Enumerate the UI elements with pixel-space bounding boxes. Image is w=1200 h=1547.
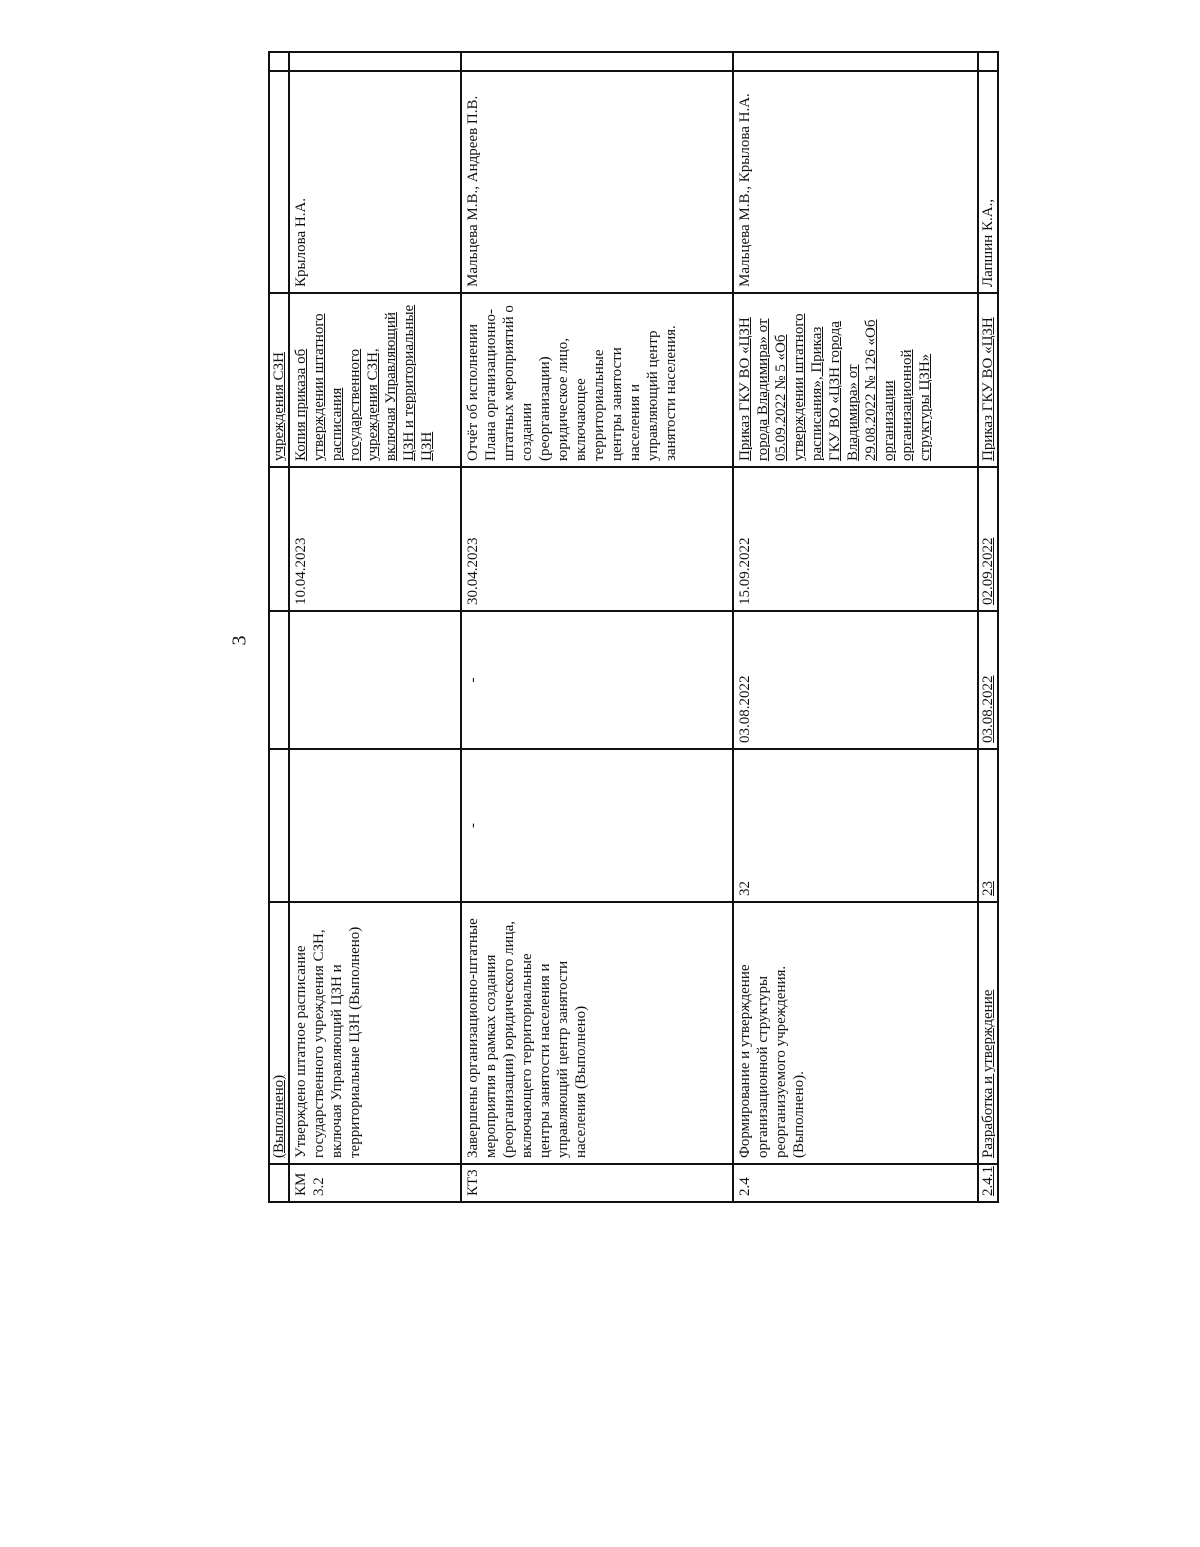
task-name: Разработка и утверждение xyxy=(978,902,998,1164)
task-name: Утверждено штатное расписание государственного учреждения СЗН, включая Управляющий ЦЗН и территориальные ЦЗН (Выполнено) xyxy=(289,902,461,1164)
task-name: (Выполнено) xyxy=(269,902,289,1164)
table-row xyxy=(269,52,289,1202)
result-document: учреждения СЗН xyxy=(269,293,289,467)
result-document: Копия приказа об утверждении штатного расписания государственного учреждения СЗН, включая Управляющий ЦЗН и территориальные ЦЗН xyxy=(289,293,461,467)
duration-cell xyxy=(289,749,461,902)
start-date-cell xyxy=(269,611,289,749)
responsible-person: Мальцева М.В., Крылова Н.А. xyxy=(733,71,978,293)
row-number: КМ 3.2 xyxy=(289,1164,461,1202)
result-document: Приказ ГКУ ВО «ЦЗН xyxy=(978,293,998,467)
responsible-person: Крылова Н.А. xyxy=(289,71,461,293)
end-date-cell: 10.04.2023 xyxy=(289,467,461,611)
row-number: 2.4 xyxy=(733,1164,978,1202)
spare-cell xyxy=(269,52,289,71)
responsible-person: Мальцева М.В., Андреев П.В. xyxy=(461,71,733,293)
spare-cell xyxy=(978,52,998,71)
end-date-cell: 15.09.2022 xyxy=(733,467,978,611)
duration-cell: 32 xyxy=(733,749,978,902)
table-row xyxy=(289,52,461,1202)
row-number xyxy=(269,1164,289,1202)
task-name: Завершены организационно-штатные мероприятия в рамках создания (реорганизации) юридического лица, включающего территориальные центры занятости населения и управляющий центр занятости населения (Выполнено) xyxy=(461,902,733,1164)
row-number: КТ3 xyxy=(461,1164,733,1202)
table-row xyxy=(978,52,998,1202)
result-document: Отчёт об исполнении Плана организационно-штатных мероприятий о создании (реорганизации) юридическое лицо, включающее территориальные центры занятости населения и управляющий центр занятости населения. xyxy=(461,293,733,467)
start-date-cell: 03.08.2022 xyxy=(733,611,978,749)
spare-cell xyxy=(733,52,978,71)
responsible-person: Лапшин К.А., xyxy=(978,71,998,293)
end-date-cell: 30.04.2023 xyxy=(461,467,733,611)
spare-cell xyxy=(289,52,461,71)
table-row xyxy=(461,52,733,1202)
duration-cell: - xyxy=(461,749,733,902)
responsible-person xyxy=(269,71,289,293)
end-date-cell xyxy=(269,467,289,611)
row-number: 2.4.1 xyxy=(978,1164,998,1202)
duration-cell: 23 xyxy=(978,749,998,902)
document-table-container xyxy=(268,53,996,1203)
result-document: Приказ ГКУ ВО «ЦЗН города Владимира» от 05.09.2022 № 5 «Об утверждении штатного расписания», Приказ ГКУ ВО «ЦЗН города Владимира» от 29.08.2022 № 126 «Об организации организационной структуры ЦЗН» xyxy=(733,293,978,467)
table-row xyxy=(733,52,978,1202)
end-date-cell: 02.09.2022 xyxy=(978,467,998,611)
start-date-cell: 03.08.2022 xyxy=(978,611,998,749)
task-name: Формирование и утверждение организационной структуры реорганизуемого учреждения. (Выполнено). xyxy=(733,902,978,1164)
start-date-cell xyxy=(289,611,461,749)
duration-cell xyxy=(269,749,289,902)
page-number: 3 xyxy=(228,635,251,645)
plan-table xyxy=(268,51,999,1203)
start-date-cell: - xyxy=(461,611,733,749)
spare-cell xyxy=(461,52,733,71)
